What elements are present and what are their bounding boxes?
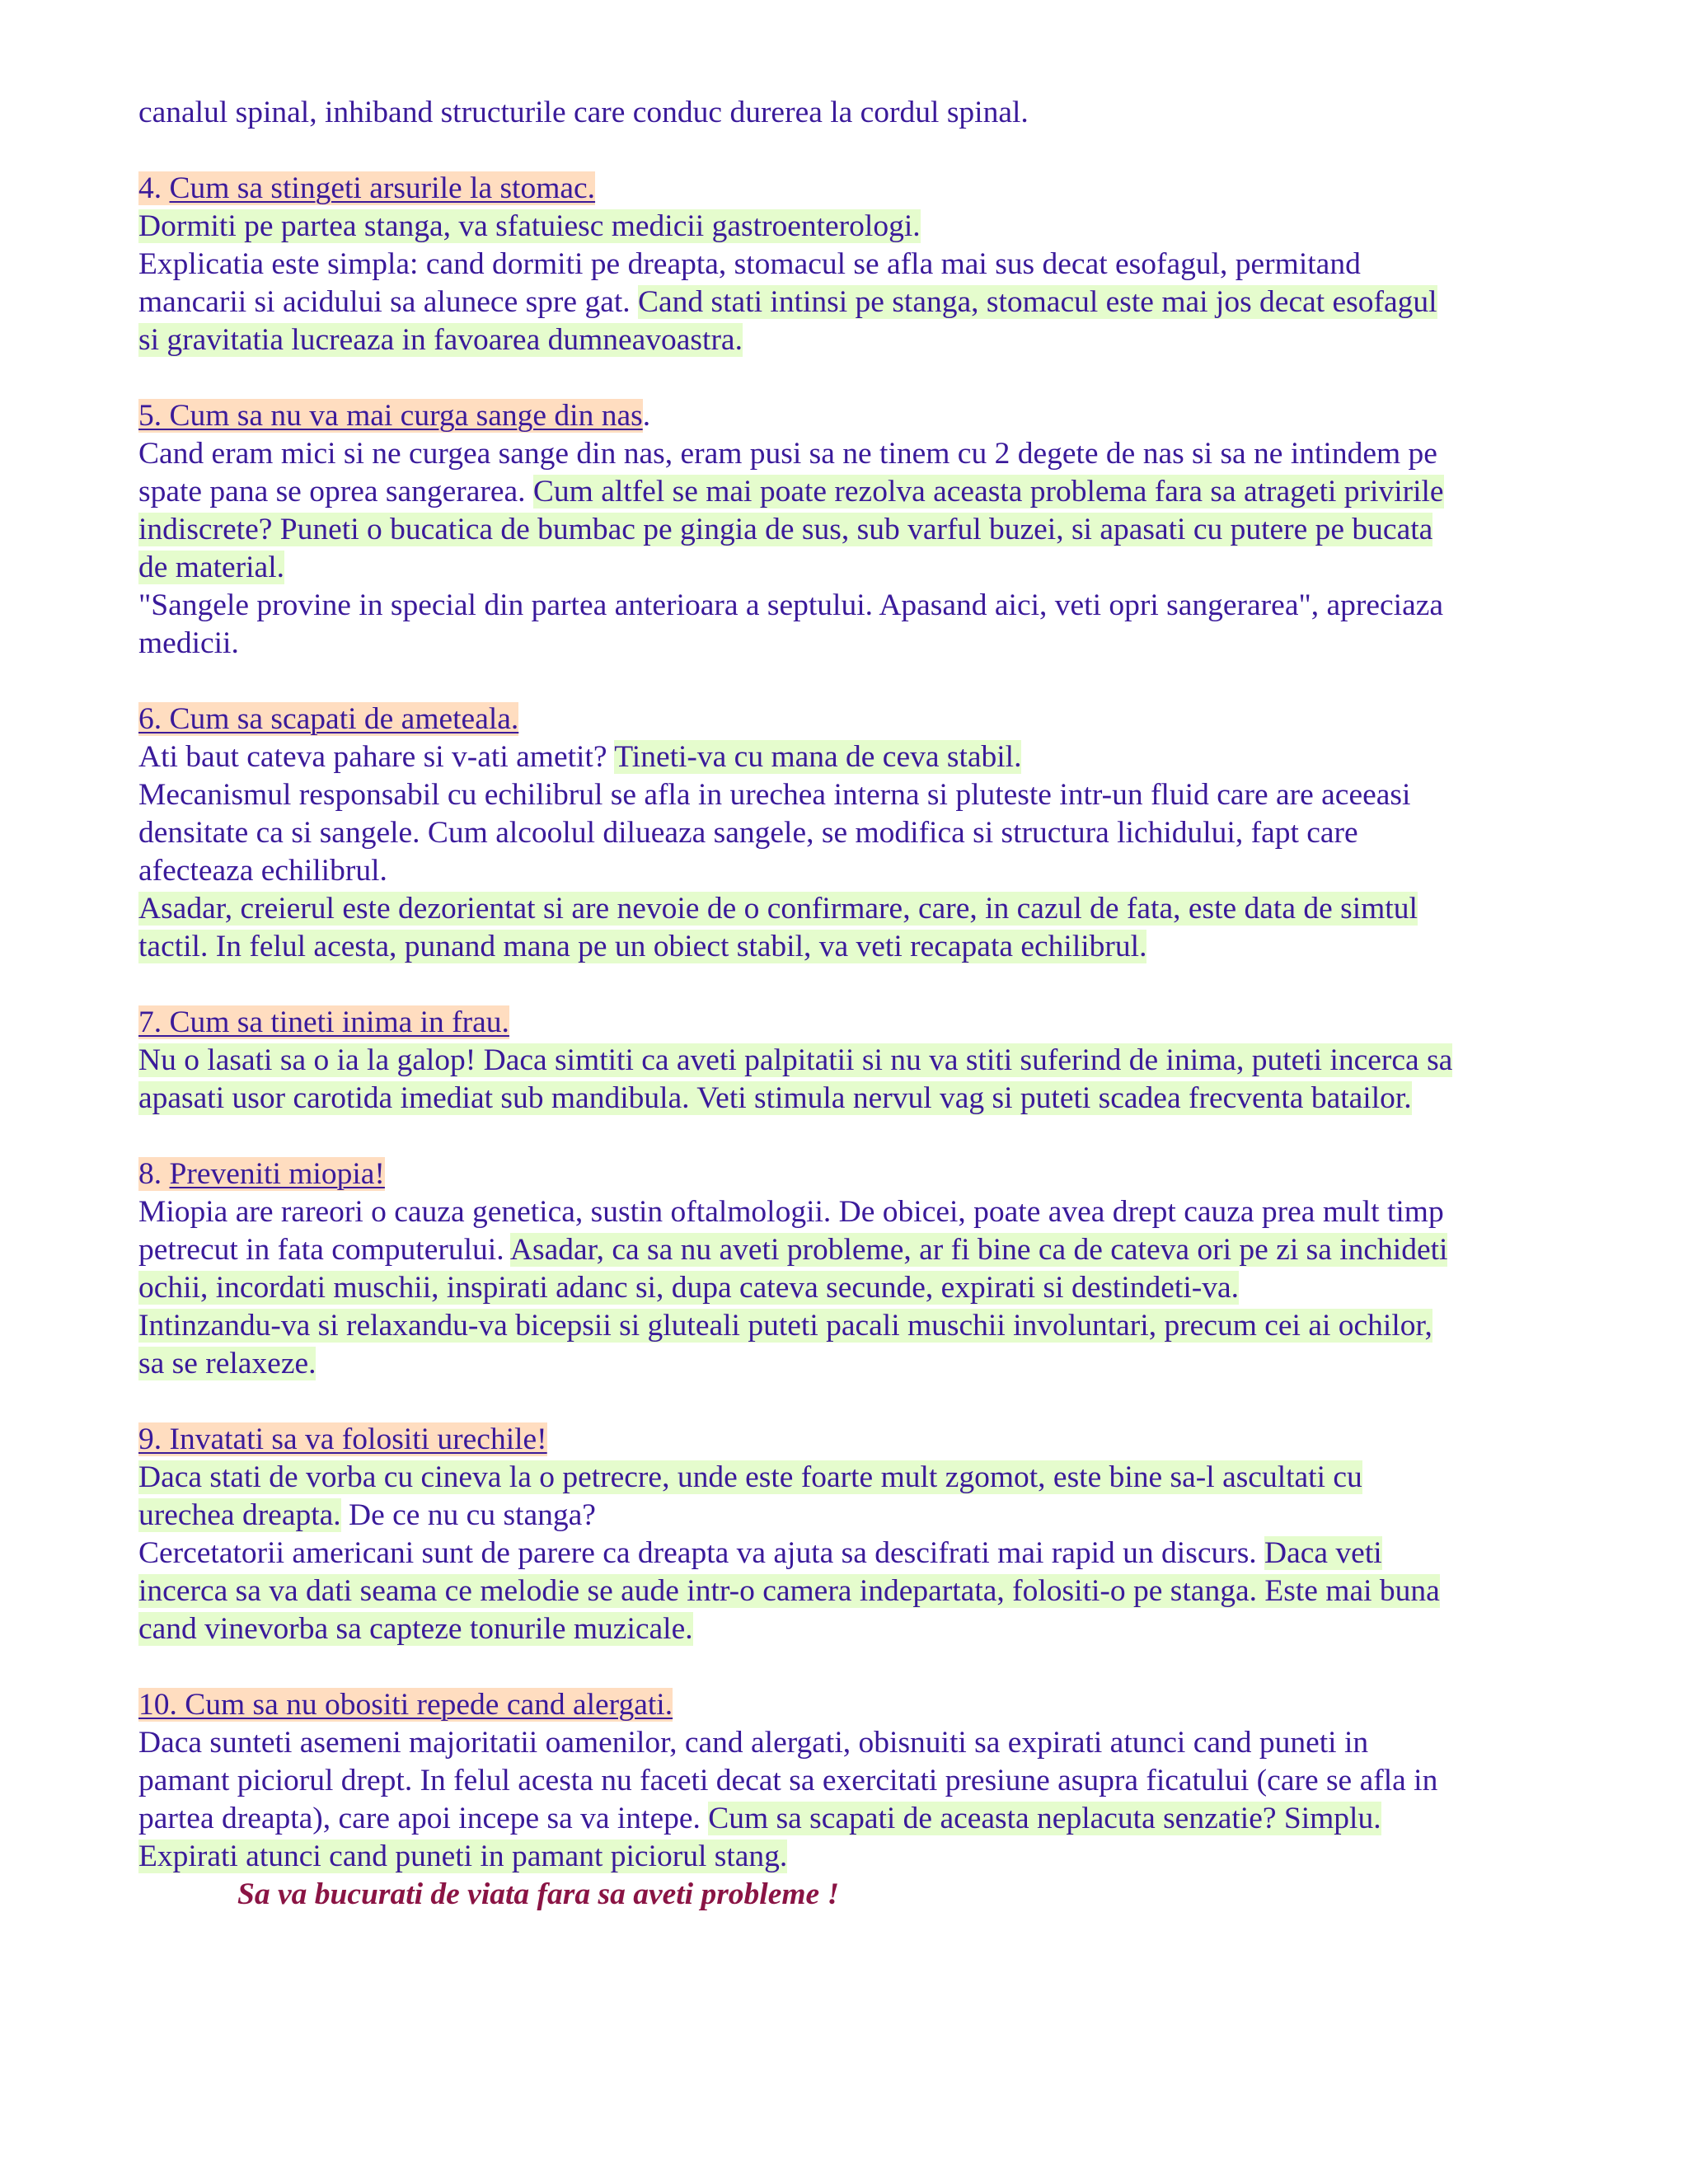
highlighted-text: ochii, incordati muschii, inspirati adanc si, dupa cateva secunde, expirati si destindeti-va. (138, 1271, 1240, 1305)
text-line (138, 511, 1556, 549)
highlighted-text: de material. (138, 551, 284, 584)
body-text: De ce nu cu stanga? (340, 1498, 596, 1532)
body-text: . (642, 399, 651, 433)
body-text: spate pana se oprea sangerarea. (138, 475, 533, 509)
highlighted-text: cand vinevorba sa capteze tonurile muzicale. (138, 1612, 693, 1646)
text-line (138, 1800, 1556, 1838)
text-line (138, 1042, 1556, 1080)
section-5-heading (138, 397, 1556, 435)
text-line (138, 1231, 1556, 1269)
highlighted-text: apasati usor carotida imediat sub mandibula. Veti stimula nervul vag si puteti scadea frecventa batailor. (138, 1081, 1412, 1115)
text-line (138, 1724, 1556, 1762)
section-number: 4. (138, 171, 170, 205)
section-4-title-link[interactable]: Cum sa stingeti arsurile la stomac. (169, 171, 596, 205)
text-line (138, 435, 1556, 473)
highlighted-text: Dormiti pe partea stanga, va sfatuiesc medicii gastroenterologi. (138, 209, 921, 243)
highlighted-text: si gravitatia lucreaza in favoarea dumneavoastra. (138, 323, 743, 357)
section-6-heading (138, 701, 1556, 738)
text-line (138, 1269, 1556, 1307)
section-8-title-link[interactable]: Preveniti miopia! (169, 1157, 385, 1191)
highlighted-text: tactil. In felul acesta, punand mana pe un obiect stabil, va veti recapata echilibrul. (138, 930, 1147, 963)
section-10-title-link[interactable]: 10. Cum sa nu obositi repede cand alergati. (138, 1688, 673, 1722)
section-4-heading (138, 170, 1556, 208)
body-text: Miopia are rareori o cauza genetica, sustin oftalmologii. De obicei, poate avea drept cauza prea mult timp (138, 1195, 1444, 1229)
text-line (138, 1193, 1556, 1231)
text-line (138, 625, 1556, 663)
highlighted-text: Asadar, creierul este dezorientat si are nevoie de o confirmare, care, in cazul de fata, este data de simtul (138, 892, 1418, 926)
highlighted-text: Tineti-va cu mana de ceva stabil. (614, 740, 1022, 774)
text-line (138, 1307, 1556, 1345)
section-8-heading (138, 1155, 1556, 1193)
section-number: 8. (138, 1157, 170, 1191)
body-text: "Sangele provine in special din partea anterioara a septului. Apasand aici, veti opri sangerarea", apreciaza (138, 588, 1444, 622)
paragraph-gap (138, 1648, 1556, 1686)
body-text: mancarii si acidului sa alunece spre gat. (138, 285, 639, 319)
highlighted-text: incerca sa va dati seama ce melodie se aude intr-o camera indepartata, folositi-o pe stanga. Este mai buna (138, 1574, 1440, 1608)
text-line (138, 94, 1556, 132)
text-line (138, 1459, 1556, 1497)
document-page (138, 94, 1556, 1914)
section-10-heading (138, 1686, 1556, 1724)
highlighted-text: Cum sa scapati de aceasta neplacuta senzatie? Simplu. (708, 1802, 1381, 1835)
highlighted-text: sa se relaxeze. (138, 1347, 316, 1380)
paragraph-gap (138, 1118, 1556, 1155)
highlighted-text: Expirati atunci cand puneti in pamant piciorul stang. (138, 1840, 788, 1873)
body-text: petrecut in fata computerului. (138, 1233, 510, 1267)
highlighted-text: Cum altfel se mai poate rezolva aceasta problema fara sa atrageti privirile (532, 475, 1444, 509)
section-6-title-link[interactable]: 6. Cum sa scapati de ameteala. (138, 702, 519, 736)
text-line (138, 1535, 1556, 1572)
section-9-title-link[interactable]: 9. Invatati sa va folositi urechile! (138, 1422, 547, 1456)
body-text: Daca sunteti asemeni majoritatii oamenilor, cand alergati, obisnuiti sa expirati atunci cand puneti in (138, 1726, 1369, 1760)
highlighted-text: Intinzandu-va si relaxandu-va bicepsii si gluteali puteti pacali muschii involuntari, precum cei ai ochilor, (138, 1309, 1432, 1343)
text-line (138, 246, 1556, 284)
text-line (138, 776, 1556, 814)
highlighted-text: indiscrete? Puneti o bucatica de bumbac pe gingia de sus, sub varful buzei, si apasati cu putere pe bucata (138, 513, 1433, 546)
body-text: canalul spinal, inhiband structurile care conduc durerea la cordul spinal. (138, 96, 1029, 129)
section-9-heading (138, 1421, 1556, 1459)
body-text: Cand eram mici si ne curgea sange din nas, eram pusi sa ne tinem cu 2 degete de nas si sa ne intindem pe (138, 437, 1437, 471)
text-line (138, 1345, 1556, 1383)
text-line (138, 928, 1556, 966)
text-line (138, 321, 1556, 359)
highlighted-text: Daca stati de vorba cu cineva la o petrecre, unde este foarte mult zgomot, este bine sa-l ascultati cu (138, 1460, 1362, 1494)
closing-slogan: Sa va bucurati de viata fara sa aveti probleme ! (237, 1877, 840, 1911)
text-line (138, 587, 1556, 625)
body-text: Explicatia este simpla: cand dormiti pe dreapta, stomacul se afla mai sus decat esofagul, permitand (138, 247, 1361, 281)
paragraph-gap (138, 132, 1556, 170)
body-text: Mecanismul responsabil cu echilibrul se afla in urechea interna si pluteste intr-un fluid care are aceeasi (138, 778, 1411, 812)
highlighted-text: Daca veti (1264, 1536, 1382, 1570)
text-line (138, 1610, 1556, 1648)
highlighted-text: urechea dreapta. (138, 1498, 341, 1532)
body-text: medicii. (138, 626, 239, 660)
text-line (138, 1497, 1556, 1535)
paragraph-gap (138, 359, 1556, 397)
text-line (138, 549, 1556, 587)
highlighted-text: Cand stati intinsi pe stanga, stomacul este mai jos decat esofagul (638, 285, 1437, 319)
body-text: partea dreapta), care apoi incepe sa va intepe. (138, 1802, 709, 1835)
body-text: Cercetatorii americani sunt de parere ca dreapta va ajuta sa descifrati mai rapid un discurs. (138, 1536, 1265, 1570)
highlighted-text: Nu o lasati sa o ia la galop! Daca simtiti ca aveti palpitatii si nu va stiti suferind de inima, puteti incerca sa (138, 1043, 1453, 1077)
paragraph-gap (138, 1383, 1556, 1421)
body-text: afecteaza echilibrul. (138, 854, 387, 888)
text-line (138, 1572, 1556, 1610)
highlighted-text: Asadar, ca sa nu aveti probleme, ar fi bine ca de cateva ori pe zi sa inchideti (509, 1233, 1448, 1267)
text-line (138, 1762, 1556, 1800)
body-text: pamant piciorul drept. In felul acesta nu faceti decat sa exercitati presiune asupra ficatului (care se afla in (138, 1764, 1438, 1797)
text-line (138, 1080, 1556, 1118)
paragraph-gap (138, 966, 1556, 1004)
text-line (138, 738, 1556, 776)
paragraph-gap (138, 663, 1556, 701)
text-line (138, 814, 1556, 852)
text-line (138, 284, 1556, 321)
section-5-title-link[interactable]: 5. Cum sa nu va mai curga sange din nas (138, 399, 643, 433)
text-line (138, 1838, 1556, 1876)
text-line (138, 852, 1556, 890)
text-line (138, 473, 1556, 511)
text-line (138, 890, 1556, 928)
section-7-heading (138, 1004, 1556, 1042)
body-text: densitate ca si sangele. Cum alcoolul dilueaza sangele, se modifica si structura lichidului, fapt care (138, 816, 1358, 850)
section-7-title-link[interactable]: 7. Cum sa tineti inima in frau. (138, 1005, 509, 1039)
body-text: Ati baut cateva pahare si v-ati ametit? (138, 740, 615, 774)
text-line (138, 208, 1556, 246)
